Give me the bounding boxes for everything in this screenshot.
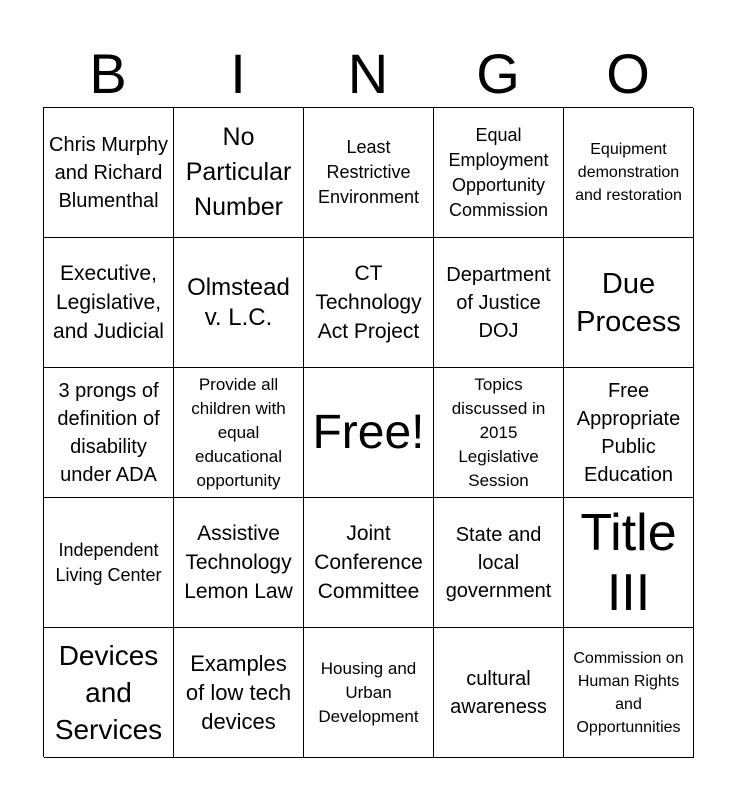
cell-text: Commission on Human Rights and Opportunnities [573,649,684,736]
bingo-board [43,107,693,757]
cell-text: State and local government [445,523,552,602]
bingo-cell-r4-c0[interactable] [44,628,174,758]
header-letter-b: B [89,42,127,105]
bingo-cell-r4-c3[interactable] [434,628,564,758]
cell-text: Joint Conference Committee [314,522,423,603]
bingo-cell-r1-c2[interactable] [304,238,434,368]
cell-text: Due Process [576,267,681,338]
bingo-cell-r1-c0[interactable] [44,238,174,368]
cell-text: Department of Justice DOJ [446,263,551,342]
cell-text: CT Technology Act Project [315,262,422,343]
cell-text: Executive, Legislative, and Judicial [53,262,164,343]
bingo-cell-r2-c2[interactable] [304,368,434,498]
bingo-cell-r4-c4[interactable] [564,628,694,758]
bingo-cell-r2-c3[interactable] [434,368,564,498]
cell-text: Title III [580,503,677,622]
bingo-cell-r2-c0[interactable] [44,368,174,498]
cell-text: Assistive Technology Lemon Law [184,522,293,603]
bingo-cell-r3-c2[interactable] [304,498,434,628]
bingo-cell-r0-c3[interactable] [434,108,564,238]
cell-text: Examples of low tech devices [185,651,292,734]
bingo-cell-r1-c4[interactable] [564,238,694,368]
bingo-cell-r2-c4[interactable] [564,368,694,498]
cell-text: Chris Murphy and Richard Blumenthal [49,133,168,212]
bingo-cell-r0-c0[interactable] [44,108,174,238]
bingo-cell-r1-c1[interactable] [174,238,304,368]
cell-text: Olmstead v. L.C. [187,273,290,331]
bingo-cell-r4-c2[interactable] [304,628,434,758]
bingo-cell-r3-c3[interactable] [434,498,564,628]
bingo-cell-r3-c4[interactable] [564,498,694,628]
cell-text: Provide all children with equal educational opportunity [191,374,286,490]
bingo-cell-r2-c1[interactable] [174,368,304,498]
header-letter-i: I [230,42,246,105]
cell-text: Equipment demonstration and restoration [575,141,682,204]
bingo-cell-r0-c4[interactable] [564,108,694,238]
cell-text: Housing and Urban Development [318,658,419,726]
bingo-cell-r1-c3[interactable] [434,238,564,368]
header-letter-n: N [347,42,389,105]
cell-text: Topics discussed in 2015 Legislative Session [451,374,546,490]
bingo-cell-r0-c2[interactable] [304,108,434,238]
bingo-cell-r0-c1[interactable] [174,108,304,238]
bingo-cell-r4-c1[interactable] [174,628,304,758]
cell-text: cultural awareness [450,667,547,718]
cell-text: Equal Employment Opportunity Commission [448,124,549,220]
bingo-cell-r3-c0[interactable] [44,498,174,628]
cell-text: Free! [312,405,425,459]
cell-text: No Particular Number [185,123,292,221]
header-letter-g: G [476,42,520,105]
cell-text: 3 prongs of definition of disability under ADA [57,379,160,486]
cell-text: Least Restrictive Environment [317,137,420,207]
cell-text: Independent Living Center [55,539,162,585]
cell-text: Free Appropriate Public Education [576,379,681,486]
header-letter-o: O [606,42,650,105]
bingo-header [43,42,693,106]
cell-text: Devices and Services [54,640,163,745]
bingo-cell-r3-c1[interactable] [174,498,304,628]
